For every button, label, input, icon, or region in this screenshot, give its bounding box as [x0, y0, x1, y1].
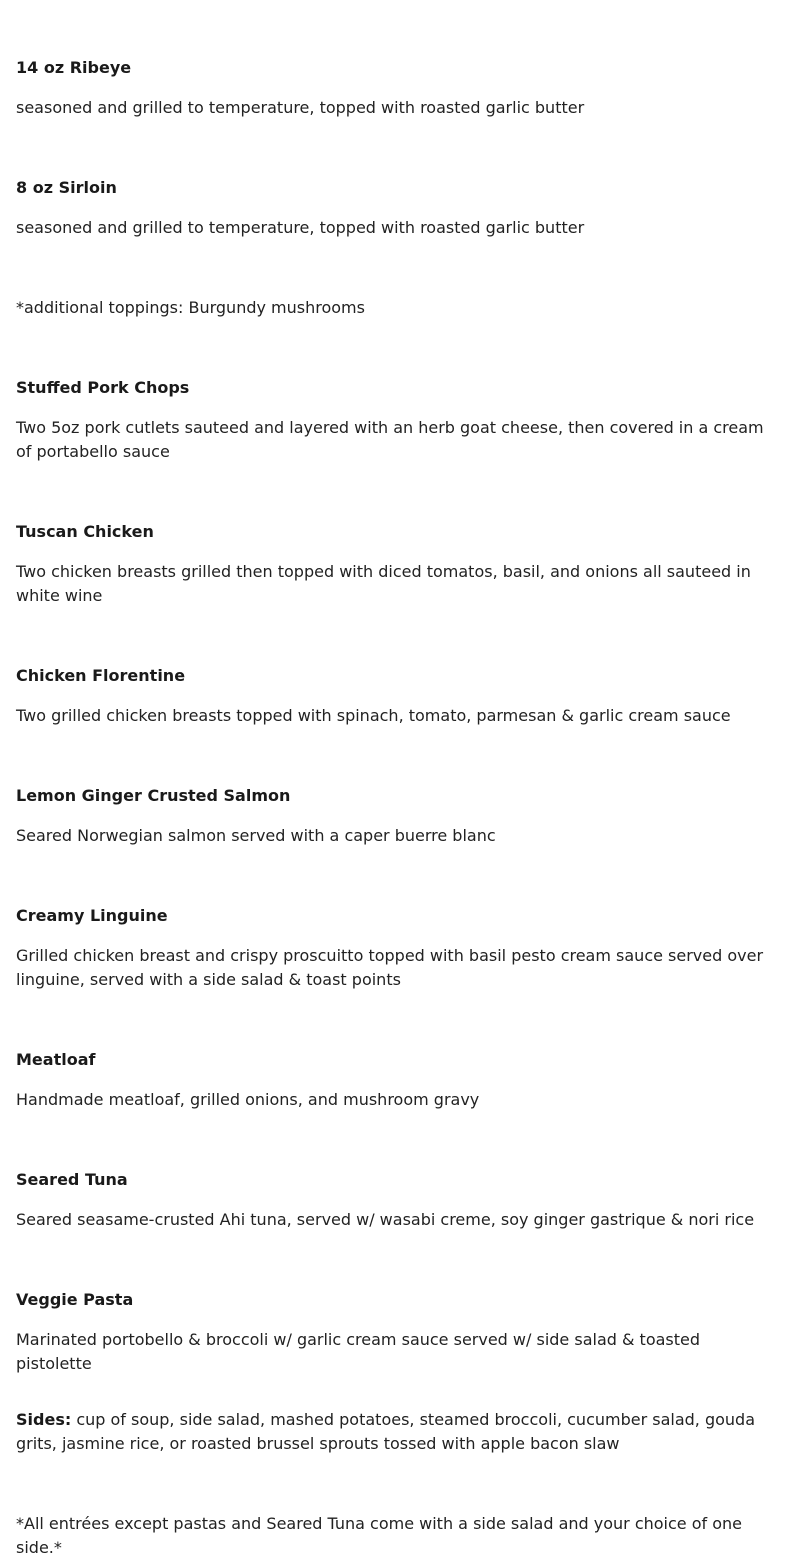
sides-block — [16, 1408, 766, 1456]
footer-note: *All entrées except pastas and Seared Tuna come with a side salad and your choice of one side.* — [16, 1514, 742, 1557]
menu-item-description: seasoned and grilled to temperature, topped with roasted garlic butter — [16, 218, 585, 237]
menu-item-chicken-florentine — [16, 664, 766, 728]
menu-item-tuscan-chicken — [16, 520, 766, 608]
menu-item-description: Marinated portobello & broccoli w/ garlic cream sauce served w/ side salad & toasted pistolette — [16, 1330, 701, 1373]
menu-item-salmon — [16, 784, 766, 848]
menu-item-name: Chicken Florentine — [16, 666, 186, 685]
menu-item-name: Creamy Linguine — [16, 906, 168, 925]
menu-item-description: Handmade meatloaf, grilled onions, and mushroom gravy — [16, 1090, 480, 1109]
menu-item-description: Seared Norwegian salmon served with a caper buerre blanc — [16, 826, 496, 845]
additional-toppings-note: *additional toppings: Burgundy mushrooms — [16, 298, 365, 317]
menu-item-description: Two grilled chicken breasts topped with spinach, tomato, parmesan & garlic cream sauce — [16, 706, 731, 725]
menu-item-meatloaf — [16, 1048, 766, 1112]
menu-item-description: seasoned and grilled to temperature, topped with roasted garlic butter — [16, 98, 585, 117]
menu-item-name: Tuscan Chicken — [16, 522, 154, 541]
menu-item-description: Two chicken breasts grilled then topped with diced tomatos, basil, and onions all sauteed in white wine — [16, 562, 751, 605]
menu-item-name: Meatloaf — [16, 1050, 96, 1069]
menu-item-description: Two 5oz pork cutlets sauteed and layered with an herb goat cheese, then covered in a cream of portabello sauce — [16, 418, 764, 461]
footer-note-block — [16, 1512, 766, 1560]
menu-item-creamy-linguine — [16, 904, 766, 992]
sides-paragraph — [16, 1408, 766, 1456]
menu-item-name: Seared Tuna — [16, 1170, 128, 1189]
menu-item-ribeye — [16, 56, 766, 120]
menu-item-description: Grilled chicken breast and crispy proscuitto topped with basil pesto cream sauce served over linguine, served with a side salad & toast points — [16, 946, 764, 989]
additional-toppings-note-block — [16, 296, 766, 320]
menu-item-stuffed-pork-chops — [16, 376, 766, 464]
menu-item-name: Veggie Pasta — [16, 1290, 134, 1309]
menu-item-description: Seared seasame-crusted Ahi tuna, served w/ wasabi creme, soy ginger gastrique & nori rice — [16, 1210, 755, 1229]
menu-item-name: Lemon Ginger Crusted Salmon — [16, 786, 291, 805]
sides-text: cup of soup, side salad, mashed potatoes, steamed broccoli, cucumber salad, gouda grits, jasmine rice, or roasted brussel sprouts tossed with apple bacon slaw — [16, 1410, 756, 1453]
menu-item-veggie-pasta — [16, 1288, 766, 1376]
menu-item-seared-tuna — [16, 1168, 766, 1232]
menu-item-name: 14 oz Ribeye — [16, 58, 132, 77]
menu-item-sirloin — [16, 176, 766, 240]
menu-item-name: 8 oz Sirloin — [16, 178, 117, 197]
sides-label: Sides: — [16, 1410, 72, 1429]
menu-item-name: Stuffed Pork Chops — [16, 378, 190, 397]
